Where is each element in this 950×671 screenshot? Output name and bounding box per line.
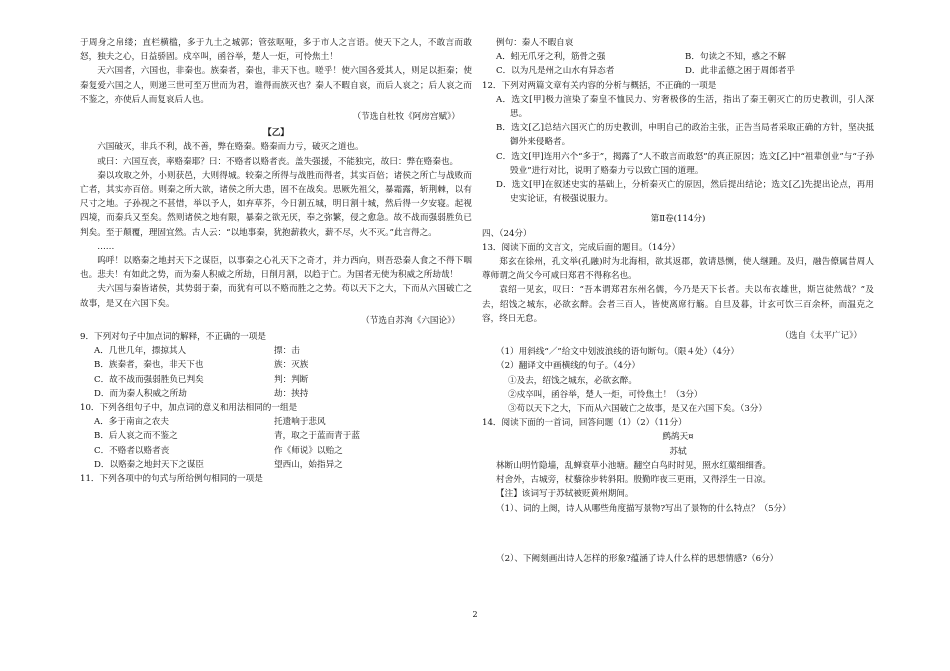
- option-sentence: D．以赂秦之地封天下之谋臣: [94, 459, 205, 470]
- passage-b-paragraph: 或曰：六国互丧，率赂秦耶？曰：不赂者以赂者丧。盖失强援，不能独完，故曰：弊在赂秦也。: [97, 156, 459, 167]
- part-4-heading: 四、（24分）: [482, 228, 532, 239]
- option-sentence: A．多于南亩之农夫: [94, 417, 169, 428]
- option-sentence: A．几世几年，摽掠其人: [94, 346, 187, 357]
- question-9-option: [94, 373, 472, 387]
- option-sentence: C．故不战而强弱胜负已判矣: [94, 374, 204, 385]
- question-10-stem: 10．下列各组句子中，加点词的意义和用法相同的一组是: [80, 403, 298, 414]
- passage-b-title: 【乙】: [263, 128, 289, 139]
- question-11-example: 例句：秦人不暇自哀: [496, 38, 574, 48]
- source-citation: （节选自苏洵《六国论》）: [361, 315, 460, 326]
- poem-note: 【注】该词写于苏轼被贬黄州期间。: [496, 489, 634, 500]
- option-sentence: B．后人哀之而不鉴之: [94, 431, 178, 442]
- option-d: D．此非孟德之困于周郎者乎: [685, 66, 796, 77]
- option-compare: 青，取之于蓝而青于蓝: [274, 431, 360, 442]
- question-10-option: [94, 429, 472, 443]
- question-9-stem: 9．下列对句子中加点词的解释，不正确的一项是: [80, 332, 266, 343]
- option-gloss: 劫：挟持: [274, 388, 309, 399]
- poem-line: 村舍外，古城旁，杖藜徐步转斜阳。殷勤昨夜三更雨，又得浮生一日凉。: [496, 475, 772, 486]
- question-12-option: D．选文[甲]在叙述史实的基础上，分析秦灭亡的原因，然后提出结论；选文[乙]先提出论点，再用史实论证，有极强说服力。: [496, 180, 874, 205]
- question-13-passage: 郑玄在徐州，孔文举(孔融)时为北海相，欲其返郡，敦请恳恻，使人继踵。及归，融告僚属昔周人尊师谓之尚父今可咸曰郑君不得称名也。: [482, 257, 874, 282]
- option-compare: 望西山，始指异之: [274, 459, 343, 470]
- option-b: B．句读之不知，惑之不解: [685, 52, 786, 63]
- question-10-option: [94, 415, 472, 429]
- option-c: C．以为凡是州之山水有异态者: [496, 66, 615, 77]
- question-10-option: [94, 444, 472, 458]
- question-14-stem: 14．阅读下面的一首词，回答问题（1）（2）（11分）: [482, 418, 687, 429]
- question-12-stem: 12．下列对两篇文章有关内容的分析与概括，不正确的一项是: [482, 80, 717, 91]
- question-9-option: [94, 344, 472, 358]
- question-12-option: C．选文[甲]连用六个“多于”，揭露了“人不敢言而敢怒”的真正原因；选文[乙]中“祖辈创业”与“子孙毁业”进行对比，说明了赂秦力亏以致亡国的道理。: [496, 151, 874, 176]
- question-9-option: [94, 387, 472, 401]
- poem-author: 苏轼: [669, 446, 687, 457]
- question-11-option-row: [496, 50, 874, 64]
- section-2-heading: 第Ⅱ卷(114分): [650, 214, 706, 225]
- question-13-sub2: （2）翻译文中画横线的句子。（4分）: [496, 361, 641, 372]
- passage-b-paragraph: 秦以攻取之外，小则获邑，大则得城。较秦之所得与战胜而得者，其实百倍；诸侯之所亡与战败而亡者，其实亦百倍。则秦之所大欲，诸侯之所大患，固不在战矣。思厥先祖父，暴霜露，斩荆棘，以有尺寸之地。子孙视之不甚惜，举以予人，如弃草芥，今日割五城，明日割十城，然后得一夕安寝。起视四境，而秦兵又至矣。然则诸侯之地有限，暴秦之欲无厌，奉之弥繁，侵之愈急。故不战而强弱胜负已判矣。至于颠覆，理固宜然。古人云：“以地事秦，犹抱薪救火，薪不尽，火不灭。”此言得之。: [80, 170, 472, 238]
- question-12-option: A．选文[甲]极力渲染了秦皇不恤民力、穷奢极侈的生活，指出了秦王朝灭亡的历史教训，引人深思。: [496, 94, 874, 120]
- question-10-option: [94, 458, 472, 472]
- option-sentence: C．不赂者以赂者丧: [94, 445, 170, 456]
- question-9-option: [94, 358, 472, 372]
- passage-b-paragraph: 六国破灭，非兵不利，战不善，弊在赂秦。赂秦而力亏，破灭之道也。: [97, 142, 364, 153]
- passage-b-paragraph: 呜呼！以赂秦之地封天下之谋臣，以事秦之心礼天下之奇才，并力西向，则吾恐秦人食之不得下咽也。悲夫！有如此之势，而为秦人积威之所劫，日削月割，以趋于亡。为国者无使为积威之所劫哉！: [80, 256, 472, 281]
- question-12-option: B．选文[乙]总结六国灭亡的历史教训，申明自己的政治主张，正告当局者采取正确的方针，坚决抵御外来侵略者。: [496, 123, 874, 148]
- option-sentence: B．族秦者，秦也，非天下也: [94, 360, 204, 371]
- question-13-sub2-item: ②戍卒叫，函谷举，楚人一炬，可怜焦土！（3分）: [508, 389, 703, 400]
- question-13-sub2-item: ①及去，绍饯之城东，必欲玄醉。: [508, 375, 637, 386]
- option-gloss: 判：判断: [274, 374, 309, 385]
- question-11-option-row: [496, 64, 874, 78]
- poem-title: 鹧鸪天¤: [662, 432, 694, 443]
- passage-b-ellipsis: ……: [97, 241, 115, 252]
- passage-a-paragraph: 天六国者，六国也，非秦也。族秦者，秦也，非天下也。嗟乎！使六国各爱其人，则足以拒秦；使秦复爱六国之人，则递三世可至万世而为君，谁得而族灭也？秦人不暇自哀，而后人哀之；后人哀之而不鉴之，亦使后人而复哀后人也。: [80, 66, 472, 105]
- question-13-passage: 袁绍一见玄，叹曰：“吾本谓郑君东州名儒，今乃是天下长者。夫以布衣雄世，斯岂徒然哉？”及去，绍饯之城东，必欲玄醉。会者三百人，皆使离席行觞。自旦及暮，计玄可饮三百余杯，而温克之容，终日无怠。: [482, 285, 874, 324]
- source-citation: （选自《太平广记》）: [780, 331, 862, 342]
- question-14-sub2: （2）、下阙刻画出诗人怎样的形象?蕴涵了诗人什么样的思想情感?（6分）: [496, 553, 779, 564]
- option-gloss: 摽：击: [274, 346, 300, 357]
- option-sentence: D．而为秦人积威之所劫: [94, 388, 187, 399]
- option-a: A．蚓无爪牙之利，筋骨之强: [496, 52, 606, 63]
- question-13-sub2-item: ③苟以天下之大，下而从六国破亡之故事，是又在六国下矣。（3分）: [508, 404, 767, 415]
- poem-line: 林断山明竹隐墙，乱蝉衰草小池塘。翻空白鸟时时见，照水红蕖细细香。: [496, 460, 772, 471]
- option-compare: 作《师说》以贻之: [274, 445, 343, 456]
- question-11-stem: 11．下列各项中的句式与所给例句相同的一项是: [80, 474, 263, 485]
- option-gloss: 族：灭族: [274, 360, 309, 371]
- passage-a-paragraph: 于周身之帛缕；直栏横槛，多于九土之城郭；管弦呕哑，多于市人之言语。使天下之人，不敢言而敢怒，独夫之心，日益骄固。戍卒叫，函谷举，楚人一炬，可怜焦土！: [80, 38, 472, 63]
- option-compare: 托遗响于悲风: [274, 417, 326, 428]
- passage-b-paragraph: 夫六国与秦皆诸侯，其势弱于秦，而犹有可以不赂而胜之之势。苟以天下之大，下而从六国破亡之故事，是又在六国下矣。: [80, 284, 472, 309]
- question-14-sub1: （1）、词的上阕，诗人从哪些角度描写景物?写出了景物的什么特点？（5分）: [496, 503, 791, 514]
- right-column: [482, 36, 874, 566]
- question-13-sub1: （1）用斜线“／”给文中划波浪线的语句断句。（限４处）（4分）: [496, 347, 740, 358]
- left-column: [80, 36, 472, 486]
- question-13-stem: 13．阅读下面的文言文，完成后面的题目。（14分）: [482, 242, 681, 253]
- page-number: 2: [472, 610, 478, 619]
- source-citation: （节选自杜牧《阿房宫赋》）: [352, 112, 460, 123]
